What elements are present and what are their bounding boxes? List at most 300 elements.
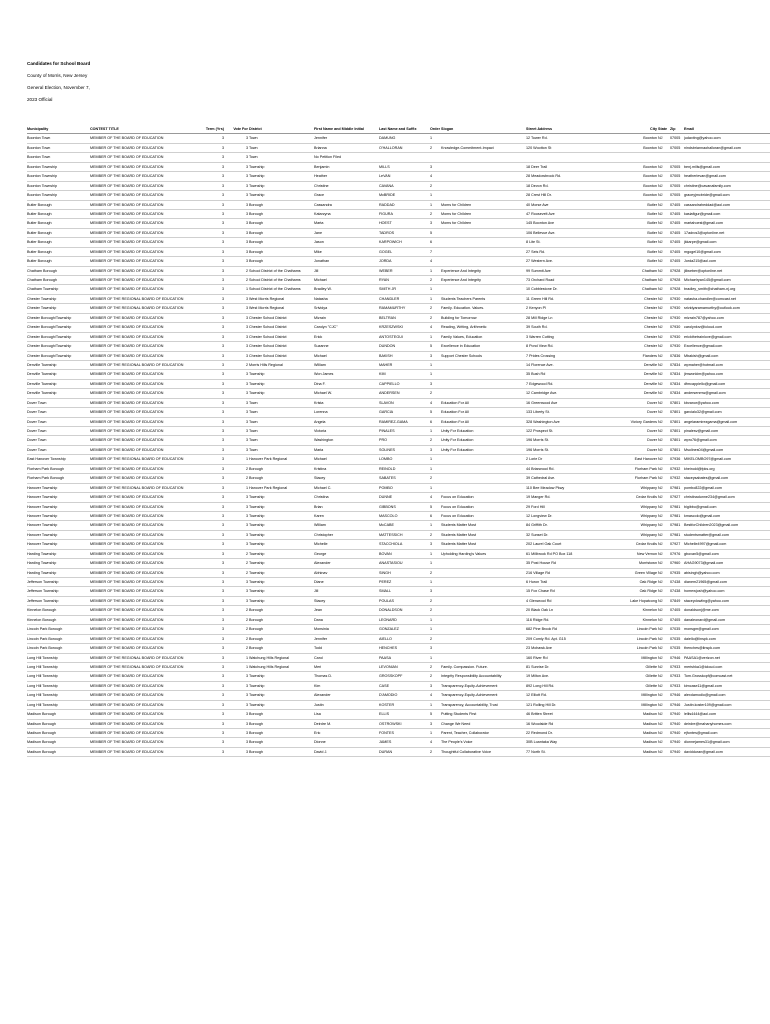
cell-slogan: Integrity Responsibility Accountability — [441, 674, 502, 679]
cell-zip: 07405 — [670, 259, 681, 264]
cell-email: jkkarpe@gmail.com — [684, 240, 717, 245]
cell-slogan: Family Values, Education — [441, 334, 483, 339]
subtitle-county: County of Morris, New Jersey — [27, 73, 88, 78]
table-row — [27, 399, 770, 408]
cell-contest-title: MEMBER OF THE BOARD OF EDUCATION — [90, 674, 164, 679]
cell-city: Chester — [644, 315, 657, 320]
cell-last-name: PAASA — [379, 655, 392, 660]
cell-email: garcialo32@gmail.com — [684, 410, 722, 415]
cell-city: Chatham — [642, 278, 657, 282]
cell-vote-for: 2 — [245, 476, 248, 481]
cell-term: 3 — [221, 391, 224, 396]
cell-city: Victory Gardens — [630, 419, 657, 424]
cell-term: 3 — [221, 249, 224, 254]
cell-first-name: David J. — [314, 749, 328, 754]
cell-email: merishka1@icloud.com — [684, 664, 723, 669]
cell-first-name: Washington — [314, 438, 334, 443]
cell-contest-title: MEMBER OF THE BOARD OF EDUCATION — [90, 278, 164, 282]
cell-term: 3 — [221, 664, 224, 669]
cell-zip: 07836 — [670, 353, 681, 358]
cell-municipality: Jefferson Township — [27, 580, 59, 584]
cell-district: Town — [249, 136, 258, 141]
cell-street-address: 46 Britten Street — [526, 712, 553, 717]
cell-order: 1 — [430, 466, 433, 471]
table-row — [27, 361, 770, 370]
table-row — [27, 446, 770, 455]
cell-contest-title: MEMBER OF THE BOARD OF EDUCATION — [90, 287, 164, 292]
cell-state: NJ — [658, 164, 663, 169]
cell-municipality: Long Hill Township — [27, 664, 58, 669]
cell-slogan: Experience And Integrity — [441, 268, 481, 273]
cell-last-name: PINALES — [379, 429, 395, 433]
cell-zip: 07946 — [670, 655, 681, 660]
cell-city: Boonton — [643, 183, 657, 188]
table-row — [27, 512, 770, 521]
cell-vote-for: 2 — [245, 268, 248, 273]
table-row — [27, 285, 770, 294]
cell-city: Whippany — [640, 485, 657, 490]
cell-email: Michelle4997@gmail.com — [684, 542, 727, 547]
cell-first-name: Stacey — [314, 598, 326, 603]
cell-vote-for: 3 — [245, 211, 248, 216]
cell-zip: 07976 — [670, 551, 681, 556]
cell-order: 2 — [430, 598, 433, 603]
cell-state: NJ — [658, 674, 663, 679]
cell-district: Borough — [249, 230, 263, 235]
document-title: Candidates for School Board — [27, 61, 91, 66]
cell-zip: 07981 — [670, 532, 681, 537]
cell-street-address: 6 Huron Trail — [526, 580, 548, 584]
cell-last-name: ANTOSTEGUI — [379, 334, 403, 339]
cell-contest-title: MEMBER OF THE BOARD OF EDUCATION — [90, 532, 164, 537]
cell-city: Millington — [641, 693, 657, 698]
cell-city: Butler — [647, 221, 657, 226]
cell-term: 3 — [221, 570, 224, 575]
cell-zip: 07930 — [670, 296, 681, 301]
cell-term: 3 — [221, 580, 224, 584]
cell-contest-title: MEMBER OF THE BOARD OF EDUCATION — [90, 429, 164, 433]
cell-state: NJ — [658, 315, 663, 320]
cell-street-address: 196 Morris St. — [526, 438, 549, 443]
cell-first-name: Deirdre M. — [314, 721, 332, 726]
cell-district: Township — [249, 551, 265, 556]
cell-vote-for: 3 — [245, 183, 248, 188]
cell-email: dianem21965@gmail.com — [684, 580, 727, 584]
cell-contest-title: MEMBER OF THE BOARD OF EDUCATION — [90, 136, 164, 141]
cell-order: Order — [430, 127, 440, 131]
cell-order: 2 — [430, 749, 433, 754]
cell-municipality: Boonton Township — [27, 164, 58, 169]
cell-last-name: DUNNE — [379, 495, 393, 500]
cell-zip: 07981 — [670, 485, 681, 490]
cell-first-name: Srividya — [314, 306, 328, 311]
cell-street-address: 145 Boonton Ave — [526, 221, 555, 226]
cell-municipality: East Hanover Township — [27, 457, 66, 462]
table-row — [27, 380, 770, 389]
cell-municipality: Lincoln Park Borough — [27, 627, 63, 632]
cell-zip: 07005 — [670, 174, 681, 179]
cell-state: NJ — [658, 749, 663, 754]
cell-street-address: 4 Glenwood Rd — [526, 598, 552, 603]
cell-street-address: Street Address — [526, 127, 553, 131]
cell-district: Town — [249, 429, 258, 433]
cell-email: christinadunne234@gmail.com — [684, 495, 735, 500]
cell-last-name: RAMAMURTHY — [379, 306, 406, 311]
cell-street-address: 3 Warren Cutting — [526, 334, 554, 339]
cell-contest-title: MEMBER OF THE BOARD OF EDUCATION — [90, 589, 164, 594]
cell-state: NJ — [658, 372, 663, 377]
cell-email: homewjosh@yahoo.com — [684, 589, 725, 594]
cell-state: NJ — [658, 570, 663, 575]
cell-municipality: Boonton Township — [27, 193, 58, 198]
cell-contest-title: MEMBER OF THE REGIONAL BOARD OF EDUCATION — [90, 362, 184, 367]
cell-state: NJ — [658, 306, 663, 311]
cell-last-name: JORDA — [379, 259, 392, 264]
cell-city: Lake Hopatcong — [630, 598, 657, 603]
table-row — [27, 436, 770, 445]
cell-contest-title: MEMBER OF THE BOARD OF EDUCATION — [90, 542, 164, 547]
cell-contest-title: MEMBER OF THE BOARD OF EDUCATION — [90, 400, 164, 405]
cell-city: Butler — [647, 211, 657, 216]
cell-last-name: McCABE — [379, 523, 394, 528]
cell-zip: 07927 — [670, 495, 681, 500]
cell-state: NJ — [658, 240, 663, 245]
cell-zip: 07801 — [670, 438, 681, 443]
cell-municipality: Chester Borough/Township — [27, 315, 72, 320]
cell-state: NJ — [658, 561, 663, 566]
cell-municipality: Kinnelon Borough — [27, 608, 57, 613]
table-row — [27, 427, 770, 436]
cell-state: NJ — [658, 296, 663, 301]
cell-slogan: Reading, Writing, Arithmetic — [441, 325, 487, 330]
cell-municipality: Chester Borough/Township — [27, 334, 72, 339]
cell-street-address: 106 Bellevue Ave. — [526, 230, 556, 235]
cell-order: 2 — [430, 306, 433, 311]
cell-street-address: 27 Western Ave. — [526, 259, 553, 264]
cell-street-address: 18 Deer Trail — [526, 164, 548, 169]
cell-contest-title: MEMBER OF THE BOARD OF EDUCATION — [90, 504, 164, 509]
table-row — [27, 295, 770, 304]
cell-first-name: Diane — [314, 580, 324, 584]
cell-last-name: MATTESSICH — [379, 532, 403, 537]
cell-city: Dover — [647, 410, 657, 415]
cell-order: 5 — [430, 504, 433, 509]
table-row — [27, 559, 770, 568]
cell-last-name: RADDAD — [379, 202, 395, 207]
cell-vote-for: 3 — [245, 683, 248, 688]
cell-street-address: 29 Ford Hill — [526, 504, 545, 509]
cell-email: srividyaramamurthy@outlook.com — [684, 306, 740, 311]
cell-email: bigibbo@gmail.com — [684, 504, 717, 509]
cell-municipality: Hanover Township — [27, 532, 58, 537]
cell-municipality: Madison Borough — [27, 740, 56, 745]
cell-contest-title: MEMBER OF THE BOARD OF EDUCATION — [90, 259, 164, 264]
table-header-row — [27, 125, 770, 134]
cell-last-name: LeVAN — [379, 174, 391, 179]
cell-term: 3 — [221, 400, 224, 405]
cell-vote-for: 1 — [245, 457, 248, 462]
cell-city: Denville — [643, 381, 657, 386]
cell-street-address: 99 Summit Ave — [526, 268, 551, 273]
cell-contest-title: MEMBER OF THE BOARD OF EDUCATION — [90, 617, 164, 622]
cell-vote-for: 3 — [245, 504, 248, 509]
cell-district: Borough — [249, 731, 263, 735]
cell-last-name: LEVONIAN — [379, 664, 398, 669]
cell-slogan: Putting Students First — [441, 712, 477, 717]
cell-state: NJ — [658, 183, 663, 188]
cell-first-name: Won James — [314, 372, 334, 377]
cell-district: Township — [249, 561, 265, 566]
cell-order: 1 — [430, 372, 433, 377]
cell-state: NJ — [658, 617, 663, 622]
cell-first-name: Jennifer — [314, 636, 328, 641]
cell-vote-for: 3 — [245, 381, 248, 386]
cell-term: 3 — [221, 438, 224, 443]
cell-term: 3 — [221, 655, 224, 660]
cell-slogan: Excellence in Education — [441, 344, 481, 349]
cell-state: NJ — [658, 476, 663, 481]
cell-first-name: Jonathan — [314, 259, 330, 264]
cell-city: Chester — [644, 334, 657, 339]
cell-contest-title: MEMBER OF THE BOARD OF EDUCATION — [90, 372, 164, 377]
cell-last-name: AIELLO — [379, 636, 392, 641]
cell-email: graceyjmcbride@gmail.com — [684, 193, 730, 198]
table-row — [27, 219, 770, 228]
cell-contest-title: MEMBER OF THE BOARD OF EDUCATION — [90, 740, 164, 745]
cell-term: 3 — [221, 230, 224, 235]
cell-street-address: 39 Cathedral Ave. — [526, 476, 556, 481]
cell-last-name: RAMIREZ-GAMA — [379, 419, 408, 424]
cell-email: Excellence@gmail.com — [684, 344, 723, 349]
cell-district: Hanover Park Regional — [249, 485, 288, 490]
table-row — [27, 682, 770, 691]
cell-slogan: Moms for Children — [441, 202, 472, 207]
cell-street-address: 44 Briarwood Rd. — [526, 466, 555, 471]
cell-district: Township — [249, 164, 265, 169]
cell-term: 3 — [221, 683, 224, 688]
cell-vote-for: 3 — [245, 391, 248, 396]
cell-last-name: FONTES — [379, 731, 394, 735]
cell-contest-title: MEMBER OF THE BOARD OF EDUCATION — [90, 438, 164, 443]
cell-city: Kinnelon — [642, 608, 657, 613]
cell-zip: 07940 — [670, 712, 681, 717]
cell-first-name: No Petition Filed — [314, 155, 342, 160]
cell-first-name: Michael C. — [314, 485, 332, 490]
cell-vote-for: 2 — [245, 608, 248, 613]
cell-street-address: 328 Washington Ave — [526, 419, 560, 424]
table-row — [27, 276, 770, 285]
table-row — [27, 238, 770, 247]
cell-order: 4 — [430, 174, 433, 179]
cell-term: 3 — [221, 523, 224, 528]
cell-last-name: ANASTASIOU — [379, 561, 403, 566]
cell-term: 3 — [221, 495, 224, 500]
cell-municipality: Butler Borough — [27, 221, 52, 226]
cell-state: NJ — [658, 636, 663, 641]
table-row — [27, 474, 770, 483]
cell-contest-title: CONTEST TITLE — [90, 127, 119, 131]
cell-state: NJ — [658, 211, 663, 216]
cell-term: 3 — [221, 287, 224, 292]
cell-state: NJ — [658, 551, 663, 556]
cell-street-address: 16 Greenwood Ave — [526, 400, 558, 405]
cell-first-name: William — [314, 362, 326, 367]
cell-district: Township — [249, 598, 265, 603]
cell-last-name: CHANDLER — [379, 296, 400, 301]
cell-last-name: GARCIA — [379, 410, 394, 415]
cell-vote-for: 3 — [245, 410, 248, 415]
cell-municipality: Lincoln Park Borough — [27, 646, 63, 651]
cell-contest-title: MEMBER OF THE BOARD OF EDUCATION — [90, 344, 164, 349]
cell-last-name: DUNDON — [379, 344, 396, 349]
cell-slogan: Students Teachers Parents — [441, 296, 486, 301]
cell-order: 2 — [430, 211, 433, 216]
table-row — [27, 201, 770, 210]
cell-zip: 07933 — [670, 664, 681, 669]
cell-order: 6 — [430, 419, 433, 424]
cell-district: School District of the Chathams — [249, 287, 301, 292]
cell-municipality: Chatham Borough — [27, 268, 57, 273]
table-row — [27, 342, 770, 351]
cell-first-name: Jennifer — [314, 136, 328, 141]
cell-order: 1 — [430, 580, 433, 584]
cell-district: Township — [249, 391, 265, 396]
cell-term: 3 — [221, 344, 224, 349]
cell-email: Michaelryan145@gmail.com — [684, 278, 731, 282]
cell-term: 3 — [221, 749, 224, 754]
cell-street-address: 2 Kenyon Pl — [526, 306, 546, 311]
cell-term: 3 — [221, 532, 224, 537]
cell-city: Oak Ridge — [639, 580, 657, 584]
cell-order: 1 — [430, 627, 433, 632]
cell-street-address: 121 Rolling Hill Dr. — [526, 702, 557, 707]
cell-state: NJ — [658, 145, 663, 150]
cell-state: NJ — [658, 740, 663, 745]
cell-city: Dover — [647, 438, 657, 443]
cell-district: West Morris Regional — [249, 296, 285, 301]
cell-last-name: SMALL — [379, 589, 392, 594]
cell-order: 7 — [430, 249, 433, 254]
cell-slogan: Support Chester Schools — [441, 353, 482, 358]
cell-municipality: Boonton Town — [27, 145, 51, 150]
cell-state: NJ — [658, 731, 663, 735]
cell-first-name: Benjamin — [314, 164, 330, 169]
cell-term: 3 — [221, 740, 224, 745]
cell-order: 3 — [430, 721, 433, 726]
cell-municipality: Chester Borough/Township — [27, 353, 72, 358]
cell-municipality: Madison Borough — [27, 749, 56, 754]
cell-state: NJ — [658, 712, 663, 717]
cell-term: 3 — [221, 721, 224, 726]
cell-contest-title: MEMBER OF THE BOARD OF EDUCATION — [90, 315, 164, 320]
cell-slogan: Education For All — [441, 400, 469, 405]
cell-street-address: 116 Ridge Rd. — [526, 617, 550, 622]
cell-district: Township — [249, 589, 265, 594]
cell-vote-for: 3 — [245, 174, 248, 179]
cell-zip: 07801 — [670, 400, 681, 405]
table-row — [27, 550, 770, 559]
cell-state: NJ — [658, 664, 663, 669]
cell-order: 1 — [430, 523, 433, 528]
cell-municipality: Harding Township — [27, 551, 57, 556]
cell-contest-title: MEMBER OF THE BOARD OF EDUCATION — [90, 391, 164, 396]
cell-email: kimcase11@gmail.com — [684, 683, 722, 688]
cell-email: 17adros3@optonline.net — [684, 230, 725, 235]
cell-contest-title: MEMBER OF THE BOARD OF EDUCATION — [90, 731, 164, 735]
cell-vote-for: 3 — [245, 221, 248, 226]
cell-contest-title: MEMBER OF THE BOARD OF EDUCATION — [90, 325, 164, 330]
cell-municipality: Chatham Township — [27, 287, 59, 292]
table-row — [27, 484, 770, 493]
subtitle-status: 2023 Official — [27, 97, 53, 102]
cell-district: Borough — [249, 476, 263, 481]
cell-term: 3 — [221, 551, 224, 556]
cell-slogan: Students Matter Most — [441, 532, 477, 537]
cell-zip: 07930 — [670, 334, 681, 339]
cell-municipality: Long Hill Township — [27, 674, 58, 679]
cell-municipality: Butler Borough — [27, 249, 52, 254]
cell-last-name: JAMES — [379, 740, 392, 745]
cell-zip: 07005 — [670, 164, 681, 169]
cell-municipality: Dover Town — [27, 419, 47, 424]
table-row — [27, 248, 770, 257]
cell-district: Township — [249, 381, 265, 386]
cell-first-name: William — [314, 523, 326, 528]
cell-slogan: Knowledge-Commitment-Impact — [441, 145, 494, 150]
cell-zip: 07928 — [670, 287, 681, 292]
cell-state: NJ — [658, 230, 663, 235]
cell-term: 3 — [221, 485, 224, 490]
cell-slogan: Parent, Teacher, Collaborator — [441, 731, 489, 735]
cell-zip: 07405 — [670, 230, 681, 235]
cell-email: kheinold@fpks.org — [684, 466, 715, 471]
cell-term: 3 — [221, 636, 224, 641]
cell-contest-title: MEMBER OF THE BOARD OF EDUCATION — [90, 712, 164, 717]
cell-state: NJ — [658, 429, 663, 433]
cell-vote-for: 3 — [245, 731, 248, 735]
cell-vote-for: 3 — [245, 523, 248, 528]
cell-vote-for: 3 — [245, 249, 248, 254]
cell-first-name: Suzanne — [314, 344, 329, 349]
cell-first-name: Lisa — [314, 712, 321, 717]
cell-order: 2 — [430, 636, 433, 641]
cell-contest-title: MEMBER OF THE BOARD OF EDUCATION — [90, 202, 164, 207]
cell-first-name: Brianna — [314, 145, 327, 150]
cell-contest-title: MEMBER OF THE REGIONAL BOARD OF EDUCATION — [90, 485, 184, 490]
cell-zip: 07930 — [670, 315, 681, 320]
table-row — [27, 521, 770, 530]
cell-zip: 07940 — [670, 740, 681, 745]
cell-last-name: BAKISH — [379, 353, 393, 358]
cell-term: 3 — [221, 627, 224, 632]
cell-last-name: BOVAN — [379, 551, 392, 556]
cell-zip: 07834 — [670, 391, 681, 396]
cell-first-name: Meri — [314, 664, 322, 669]
cell-first-name: Dina F. — [314, 381, 326, 386]
cell-last-name: SMITH JR — [379, 287, 397, 292]
cell-district: Township — [249, 504, 265, 509]
cell-term: 3 — [221, 211, 224, 216]
cell-vote-for: 3 — [245, 495, 248, 500]
cell-municipality: Chatham Borough — [27, 278, 57, 282]
cell-zip: 07930 — [670, 306, 681, 311]
cell-email: wpmaher@hotmail.com — [684, 362, 723, 367]
cell-first-name: Stacey — [314, 476, 326, 481]
cell-first-name: Thomas D. — [314, 674, 333, 679]
cell-contest-title: MEMBER OF THE REGIONAL BOARD OF EDUCATION — [90, 655, 184, 660]
cell-first-name: Jason — [314, 240, 324, 245]
cell-last-name: FIGURA — [379, 211, 393, 216]
